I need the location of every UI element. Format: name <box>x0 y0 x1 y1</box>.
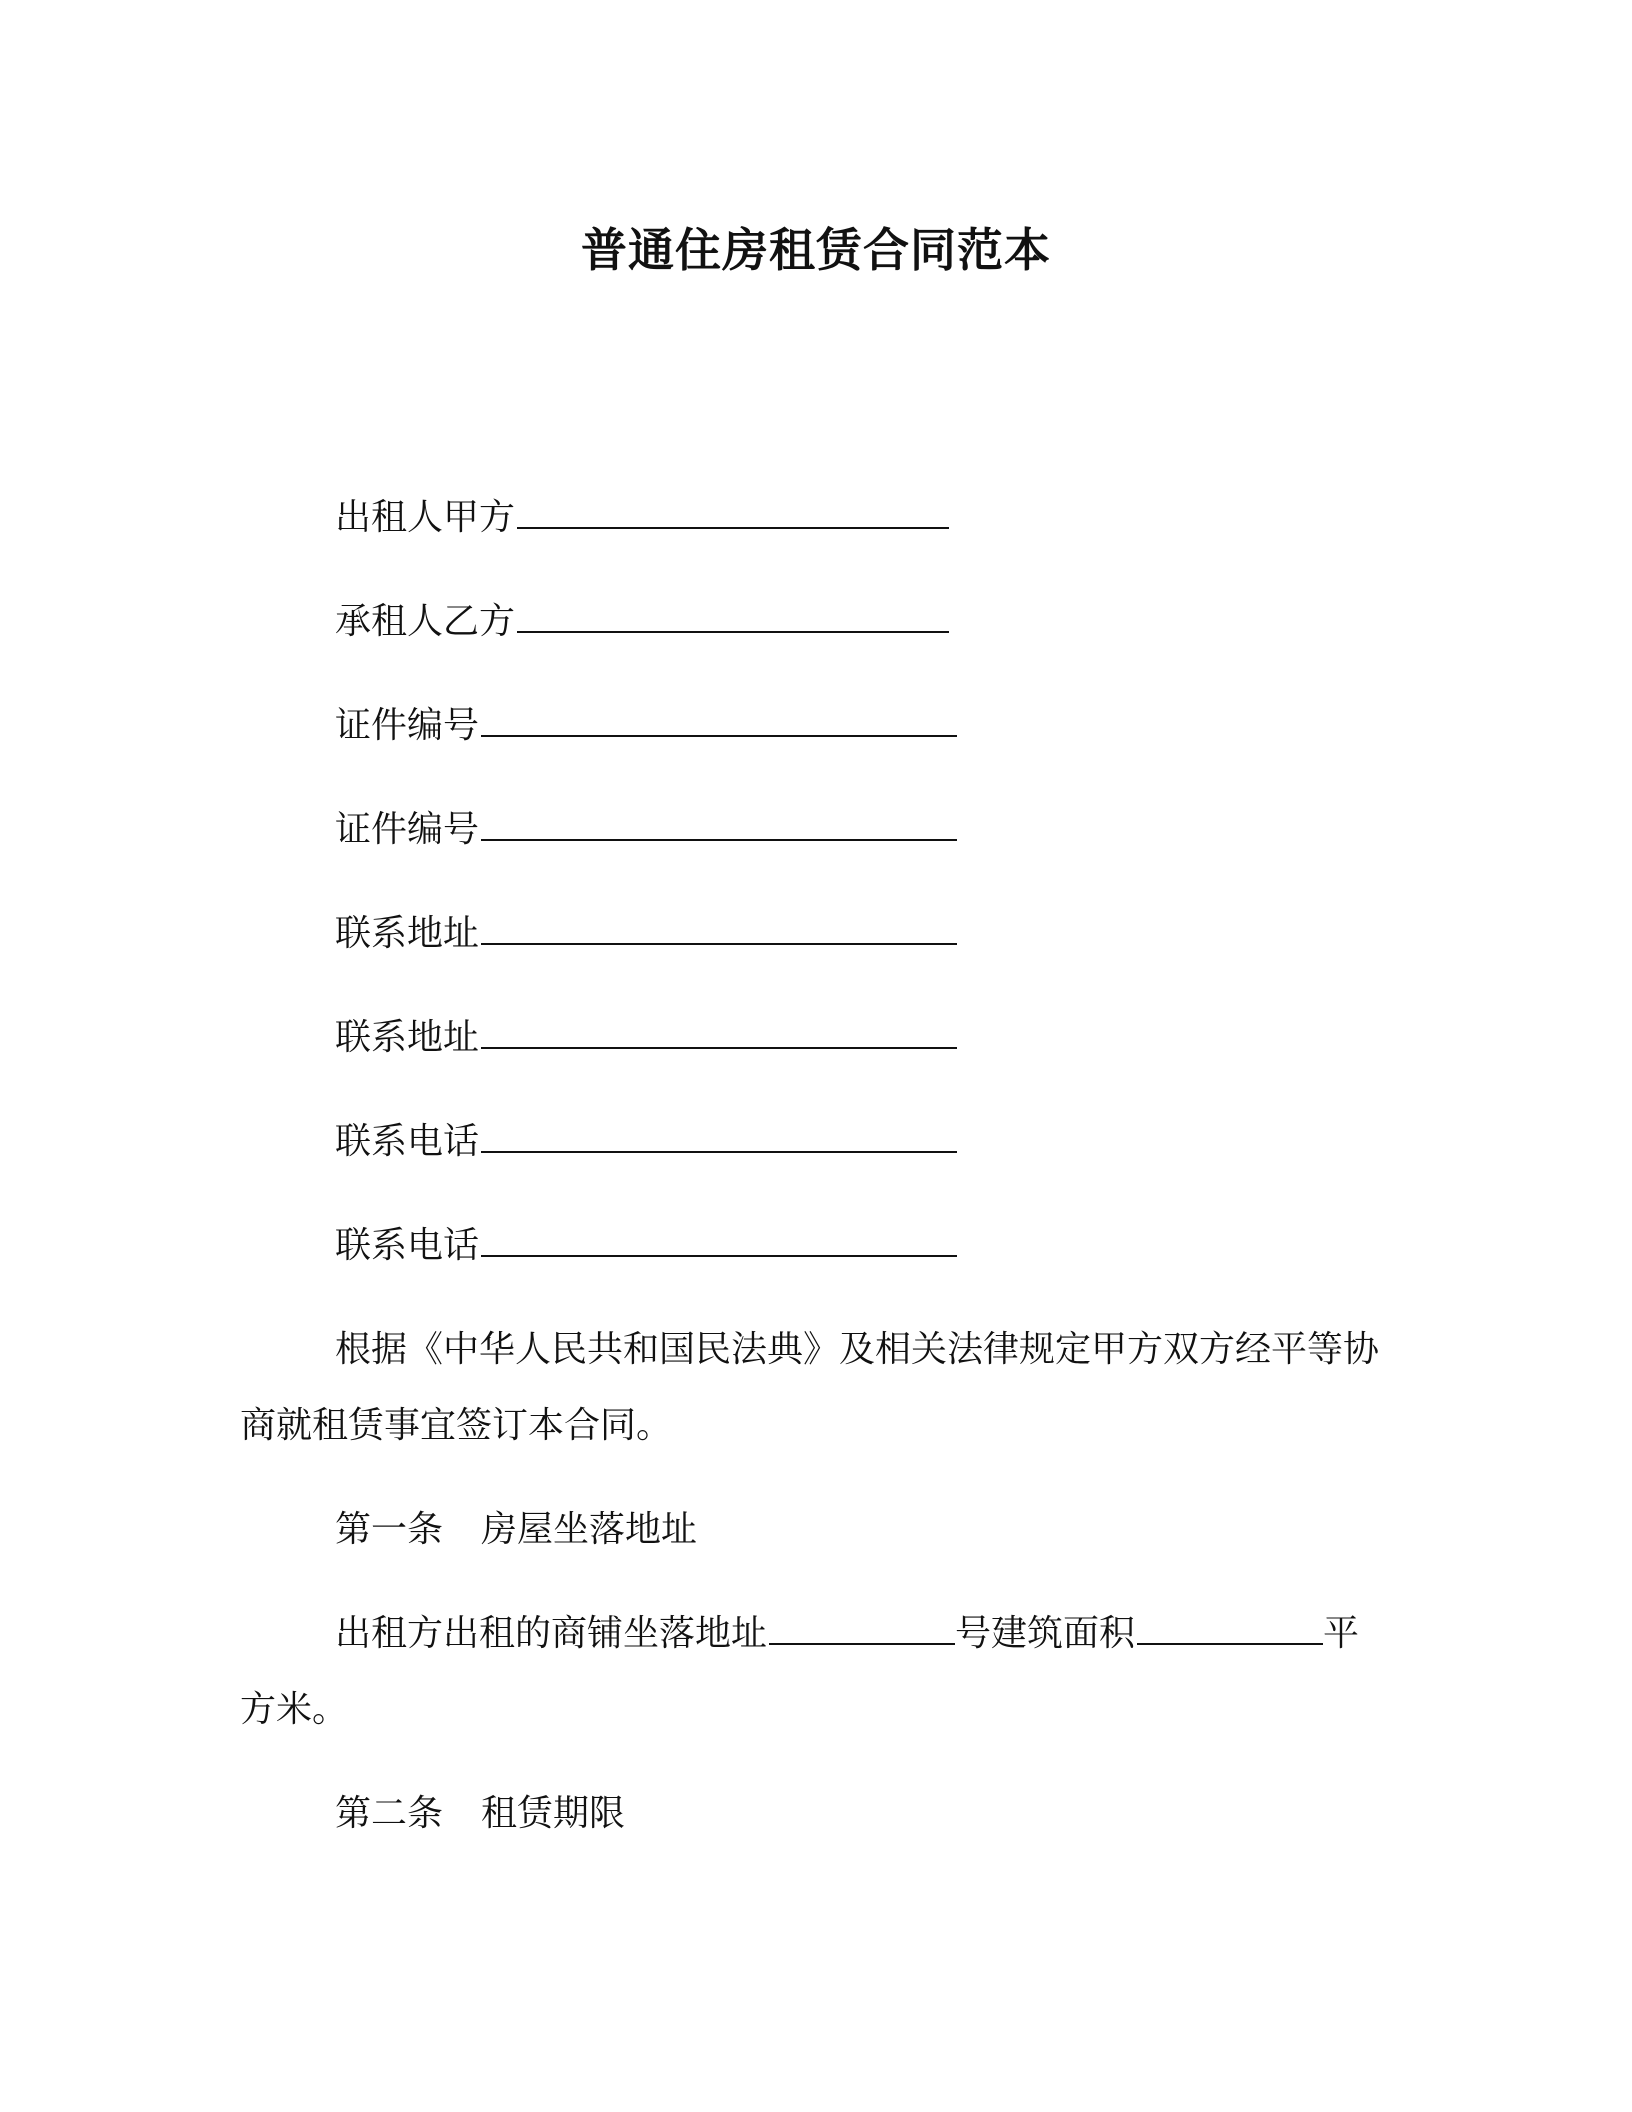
fill-in-blank[interactable] <box>481 1017 957 1049</box>
article-1-heading <box>335 1506 697 1554</box>
article-2-heading <box>335 1790 625 1838</box>
field-id-number-1 <box>335 702 957 750</box>
field-lessee <box>335 598 949 646</box>
field-address-2 <box>335 1014 957 1062</box>
article-title: 租赁期限 <box>481 1793 626 1834</box>
field-lessor <box>335 494 949 542</box>
field-label: 联系电话 <box>335 1121 480 1162</box>
article-1-text-part2: 号建筑面积 <box>955 1613 1136 1654</box>
field-phone-1 <box>335 1118 957 1166</box>
field-label: 联系地址 <box>335 1017 480 1058</box>
article-1-text-part3: 平方米。 <box>240 1613 1360 1730</box>
fill-in-blank-area[interactable] <box>1137 1613 1323 1645</box>
article-1-text-part1: 出租方出租的商铺坐落地址 <box>335 1613 768 1654</box>
article-1-body <box>240 1596 1390 1748</box>
fill-in-blank-address[interactable] <box>769 1613 955 1645</box>
article-number: 第二条 <box>335 1793 444 1834</box>
field-label: 联系电话 <box>335 1225 480 1266</box>
article-number: 第一条 <box>335 1509 444 1550</box>
intro-paragraph: 根据《中华人民共和国民法典》及相关法律规定甲方双方经平等协商就租赁事宜签订本合同。 <box>240 1329 1380 1446</box>
article-title: 房屋坐落地址 <box>481 1509 698 1550</box>
field-id-number-2 <box>335 806 957 854</box>
fill-in-blank[interactable] <box>481 809 957 841</box>
field-label: 证件编号 <box>335 705 480 746</box>
field-address-1 <box>335 910 957 958</box>
fill-in-blank[interactable] <box>481 1121 957 1153</box>
document-title: 普通住房租赁合同范本 <box>581 223 1051 277</box>
fill-in-blank[interactable] <box>481 1225 957 1257</box>
field-label: 证件编号 <box>335 809 480 850</box>
fill-in-blank[interactable] <box>481 705 957 737</box>
fill-in-blank[interactable] <box>517 601 949 633</box>
field-label: 联系地址 <box>335 913 480 954</box>
field-label: 出租人甲方 <box>335 497 516 538</box>
field-label: 承租人乙方 <box>335 601 516 642</box>
fill-in-blank[interactable] <box>481 913 957 945</box>
fill-in-blank[interactable] <box>517 497 949 529</box>
field-phone-2 <box>335 1222 957 1270</box>
